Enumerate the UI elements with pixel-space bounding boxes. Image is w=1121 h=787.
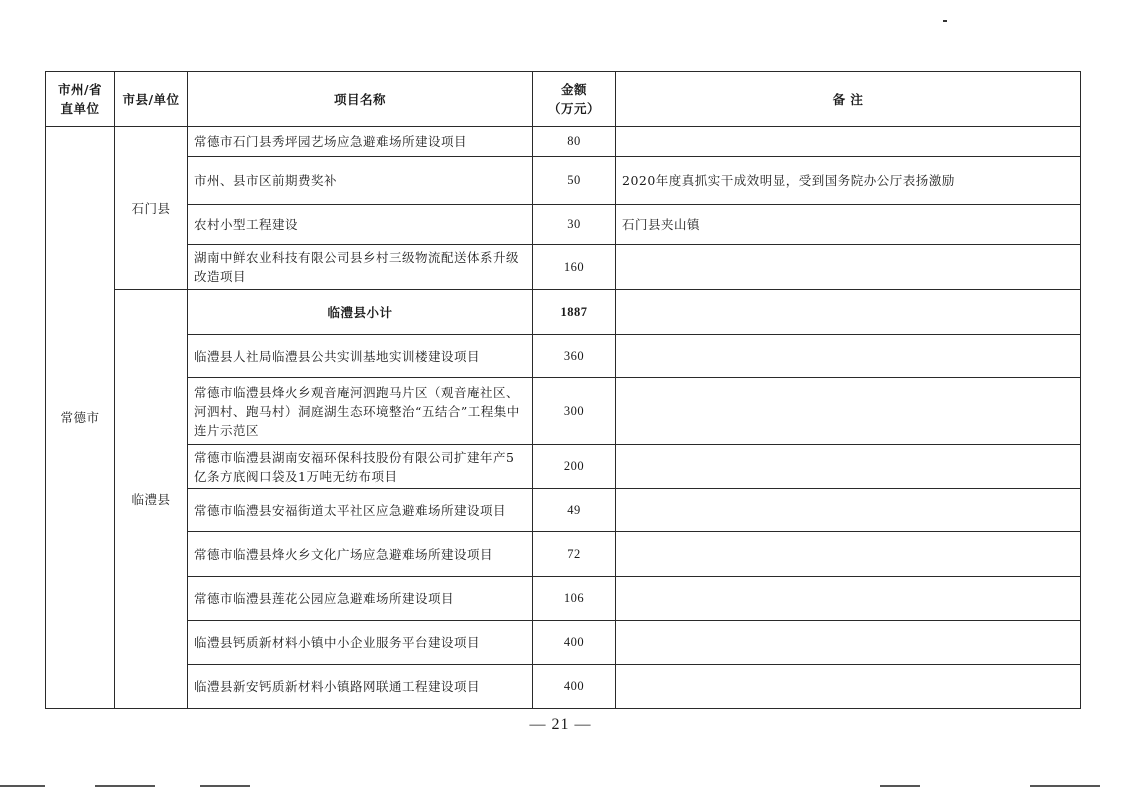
- remark: [616, 127, 1081, 157]
- project-name: 常德市临澧县安福街道太平社区应急避难场所建设项目: [188, 489, 533, 532]
- remark: [616, 489, 1081, 532]
- remark: [616, 445, 1081, 489]
- project-name: 临澧县新安钙质新材料小镇路网联通工程建设项目: [188, 665, 533, 709]
- remark: [616, 532, 1081, 577]
- project-name: 临澧县人社局临澧县公共实训基地实训楼建设项目: [188, 335, 533, 378]
- scan-mark: [943, 20, 947, 22]
- amount: 360: [533, 335, 616, 378]
- amount: 50: [533, 157, 616, 205]
- remark: 2020年度真抓实干成效明显，受到国务院办公厅表扬激励: [616, 157, 1081, 205]
- header-amount-line2: （万元）: [547, 101, 600, 116]
- subtotal-row: [46, 290, 1081, 335]
- amount: 400: [533, 621, 616, 665]
- remark: [616, 335, 1081, 378]
- project-name: 临澧县钙质新材料小镇中小企业服务平台建设项目: [188, 621, 533, 665]
- budget-table: [45, 71, 1081, 709]
- project-name: 湖南中鲜农业科技有限公司县乡村三级物流配送体系升级改造项目: [188, 245, 533, 290]
- table-row: [46, 378, 1081, 445]
- remark: [616, 245, 1081, 290]
- header-county: 市县/单位: [115, 72, 188, 127]
- header-city: 市州/省直单位: [46, 72, 115, 127]
- subtotal-label: 临澧县小计: [188, 290, 533, 335]
- project-name: 常德市临澧县湖南安福环保科技股份有限公司扩建年产5亿条方底阀口袋及1万吨无纺布项目: [188, 445, 533, 489]
- amount: 160: [533, 245, 616, 290]
- project-name: 常德市临澧县烽火乡文化广场应急避难场所建设项目: [188, 532, 533, 577]
- table-row: [46, 205, 1081, 245]
- remark: [616, 621, 1081, 665]
- header-project: 项目名称: [188, 72, 533, 127]
- table-row: [46, 127, 1081, 157]
- table-row: [46, 665, 1081, 709]
- amount: 400: [533, 665, 616, 709]
- project-name: 农村小型工程建设: [188, 205, 533, 245]
- amount: 30: [533, 205, 616, 245]
- project-name: 市州、县市区前期费奖补: [188, 157, 533, 205]
- amount: 200: [533, 445, 616, 489]
- table-row: [46, 532, 1081, 577]
- header-row: [46, 72, 1081, 127]
- amount: 300: [533, 378, 616, 445]
- remark: [616, 290, 1081, 335]
- table-row: [46, 577, 1081, 621]
- amount: 49: [533, 489, 616, 532]
- amount: 106: [533, 577, 616, 621]
- amount: 80: [533, 127, 616, 157]
- city-cell: 常德市: [46, 127, 115, 709]
- header-amount: [533, 72, 616, 127]
- remark: [616, 378, 1081, 445]
- table-row: [46, 489, 1081, 532]
- table-row: [46, 245, 1081, 290]
- page-number: — 21 —: [529, 716, 592, 733]
- project-name: 常德市石门县秀坪园艺场应急避难场所建设项目: [188, 127, 533, 157]
- header-amount-line1: 金额: [560, 82, 587, 97]
- table-row: [46, 445, 1081, 489]
- table-row: [46, 621, 1081, 665]
- project-name: 常德市临澧县莲花公园应急避难场所建设项目: [188, 577, 533, 621]
- project-name: 常德市临澧县烽火乡观音庵河泗跑马片区（观音庵社区、河泗村、跑马村）洞庭湖生态环境整治“五结合”工程集中连片示范区: [188, 378, 533, 445]
- county-cell-linli: 临澧县: [115, 290, 188, 709]
- remark: 石门县夹山镇: [616, 205, 1081, 245]
- table-row: [46, 157, 1081, 205]
- table-row: [46, 335, 1081, 378]
- county-cell-shimen: 石门县: [115, 127, 188, 290]
- header-remark: 备 注: [616, 72, 1081, 127]
- subtotal-amount: 1887: [533, 290, 616, 335]
- remark: [616, 665, 1081, 709]
- amount: 72: [533, 532, 616, 577]
- remark: [616, 577, 1081, 621]
